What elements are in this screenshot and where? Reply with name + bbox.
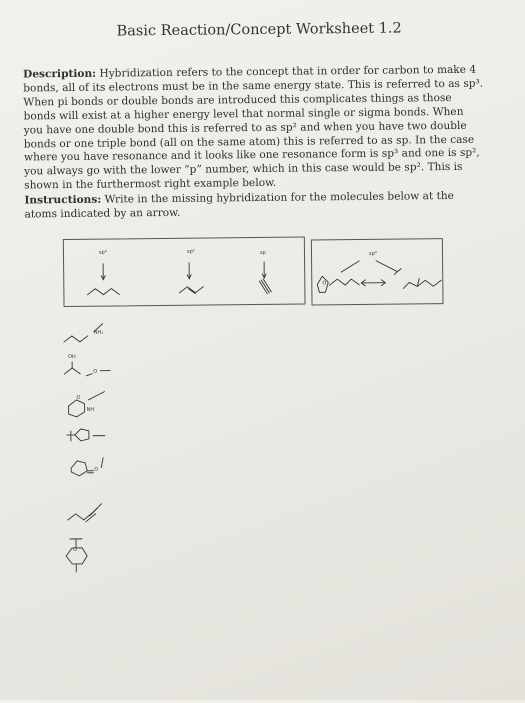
lactam-oxygen-label: O bbox=[76, 395, 80, 401]
instructions-label: Instructions: bbox=[24, 194, 101, 207]
example-label-resonance-sp3: sp³ bbox=[369, 251, 377, 257]
page-title: Basic Reaction/Concept Worksheet 1.2 bbox=[0, 19, 522, 40]
hydroxyl-label: OH bbox=[68, 354, 76, 360]
example-label-sp3: sp³ bbox=[99, 250, 107, 256]
resonance-oxygen-label: O bbox=[322, 280, 326, 286]
example-label-sp: sp bbox=[260, 250, 266, 256]
instructions-text: Write in the missing hybridization for the molecules below at the atoms indicated by an arrow. bbox=[25, 190, 454, 220]
lactam-nh-label: NH bbox=[87, 407, 95, 413]
description-label: Description: bbox=[23, 68, 96, 81]
amine-label: NH₂ bbox=[94, 330, 104, 336]
description-text: Hybridization refers to the concept that in order for carbon to make 4 bonds, all of its electrons must be in the same energy state. This is referred to as sp³. When pi bonds or double bonds are introduced this complicates things as those bonds will exist at a higher energy level that normal single or sigma bonds. When you have one double bond this is referred to as sp² and when you have two double bonds or one triple bond (all on the same atom) this is referred to as sp. In the case where you have resonance and it looks like one resonance form is sp³ and one is sp², you always go with the lower “p” number, which in this case would be sp². This is shown in the furthermost right example below. bbox=[23, 64, 483, 192]
phenol-oxygen-label: O bbox=[73, 547, 77, 553]
ketone-oxygen-label: O bbox=[94, 467, 98, 473]
ester-oxygen-label: O bbox=[93, 369, 97, 375]
example-label-sp2: sp² bbox=[187, 249, 195, 255]
